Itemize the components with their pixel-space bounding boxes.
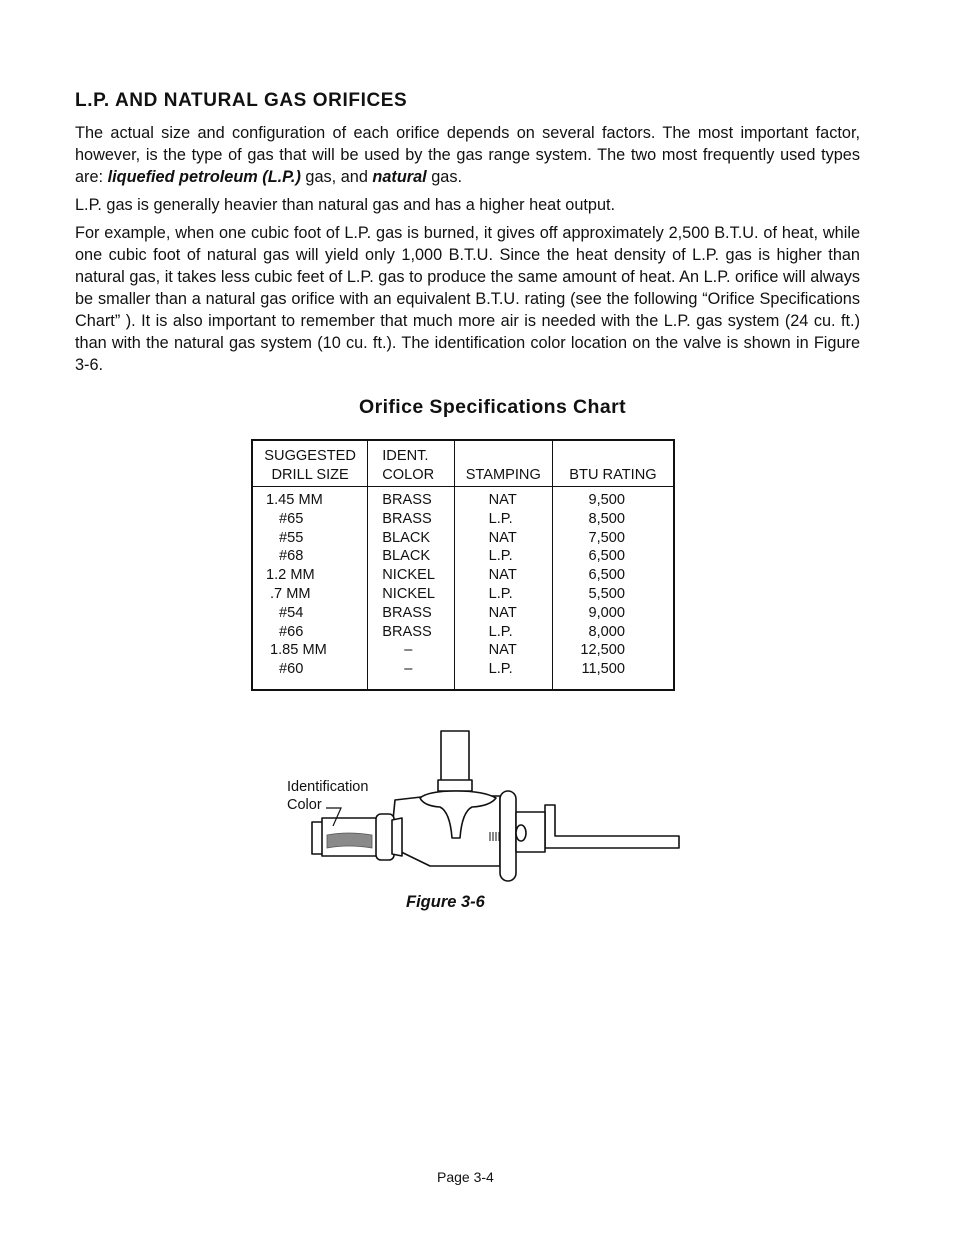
valve-outlet-pipe xyxy=(545,805,679,848)
table-cell: #60 xyxy=(279,661,304,678)
table-cell: 5,500 xyxy=(588,585,625,602)
table-cell: 1.45 MM xyxy=(266,492,323,508)
table-cell: NAT xyxy=(488,529,517,546)
table-cell: #68 xyxy=(279,548,304,565)
table-cell: – xyxy=(404,661,413,678)
table-cell: L.P. xyxy=(488,661,513,678)
table-cell: #65 xyxy=(279,510,304,527)
table-cell: BLACK xyxy=(382,529,431,546)
column-drill-size xyxy=(252,487,368,691)
intro-text-b: gas, and xyxy=(300,168,373,186)
table-cell: .7 MM xyxy=(270,585,311,602)
table-cell: NAT xyxy=(488,642,517,659)
table-cell: NICKEL xyxy=(382,567,435,584)
table-cell: 9,000 xyxy=(588,604,625,621)
table-cell: NAT xyxy=(488,567,517,584)
figure-caption: Figure 3-6 xyxy=(406,893,485,911)
table-cell: 1.85 MM xyxy=(270,642,327,659)
table-header-row xyxy=(252,440,674,487)
table-cell: – xyxy=(404,642,413,659)
column-ident-color xyxy=(368,487,454,691)
table-cell: 8,000 xyxy=(588,623,625,640)
orifice-connector xyxy=(392,818,402,856)
table-cell: BRASS xyxy=(382,623,432,640)
header-btu-rating: BTU RATING xyxy=(552,440,674,487)
intro-paragraph xyxy=(75,122,860,188)
header-ident-color: IDENT. COLOR xyxy=(368,440,454,487)
lp-gas-emphasis: liquefied petroleum (L.P.) xyxy=(107,168,301,186)
chart-title: Orifice Specifications Chart xyxy=(359,396,626,418)
table-cell: BLACK xyxy=(382,548,431,565)
table-cell: 9,500 xyxy=(588,492,625,508)
table-cell: BRASS xyxy=(382,492,432,508)
table-cell: BRASS xyxy=(382,510,432,527)
table-cell: #55 xyxy=(279,529,304,546)
table-body-row xyxy=(252,487,674,691)
valve-ring-band xyxy=(500,791,516,881)
lp-heavier-paragraph: L.P. gas is generally heavier than natural gas and has a higher heat output. xyxy=(75,196,616,214)
table-cell: L.P. xyxy=(488,623,513,640)
identification-color-band xyxy=(327,833,372,848)
identification-color-label: Identification Color xyxy=(287,779,369,813)
table-cell: 8,500 xyxy=(588,510,625,527)
orifice-specifications-table xyxy=(251,439,675,691)
intro-text-c: gas. xyxy=(426,168,463,186)
table-cell: #54 xyxy=(279,604,304,621)
section-heading: L.P. AND NATURAL GAS ORIFICES xyxy=(75,90,408,111)
header-drill-size: SUGGESTED DRILL SIZE xyxy=(252,440,368,487)
table-cell: L.P. xyxy=(488,510,513,527)
header-stamping: STAMPING xyxy=(454,440,552,487)
valve-stem-collar xyxy=(438,780,472,791)
intro-text-a: The actual size and configuration of each orifice depends on several factors. The most important factor, however, is the type of gas that will be used by the gas range system. The two most frequently used types are: xyxy=(75,124,860,186)
table-cell: 12,500 xyxy=(580,642,625,659)
table-cell: L.P. xyxy=(488,585,513,602)
example-paragraph: For example, when one cubic foot of L.P. gas is burned, it gives off approximately 2,500 B.T.U. of heat, while one cubic foot of natural gas will yield only 1,000 B.T.U. Since the heat density of L.P. gas is higher than natural gas, it takes less cubic feet of L.P. gas to produce the same amount of heat. An L.P. orifice will always be smaller than a natural gas orifice with an equivalent B.T.U. rating (see the following “Orifice Specifications Chart” ). It is also important to remember that much more air is needed with the L.P. gas system (24 cu. ft.) than with the natural gas system (10 cu. ft.). The identification color location on the valve is shown in Figure 3-6. xyxy=(75,224,860,374)
table-cell: NAT xyxy=(488,492,517,508)
table-cell: L.P. xyxy=(488,548,513,565)
column-stamping xyxy=(454,487,552,691)
table-cell: 11,500 xyxy=(581,661,625,678)
valve-stem xyxy=(441,731,469,783)
table-cell: NAT xyxy=(488,604,517,621)
table-cell: BRASS xyxy=(382,604,432,621)
table-cell: 6,500 xyxy=(588,567,625,584)
column-btu-rating xyxy=(552,487,674,691)
table-cell: 1.2 MM xyxy=(266,567,315,584)
table-cell: #66 xyxy=(279,623,304,640)
table-cell: NICKEL xyxy=(382,585,435,602)
page-number: Page 3-4 xyxy=(437,1169,494,1185)
natural-gas-emphasis: natural xyxy=(372,168,427,186)
table-cell: 7,500 xyxy=(588,529,625,546)
table-cell: 6,500 xyxy=(588,548,625,565)
